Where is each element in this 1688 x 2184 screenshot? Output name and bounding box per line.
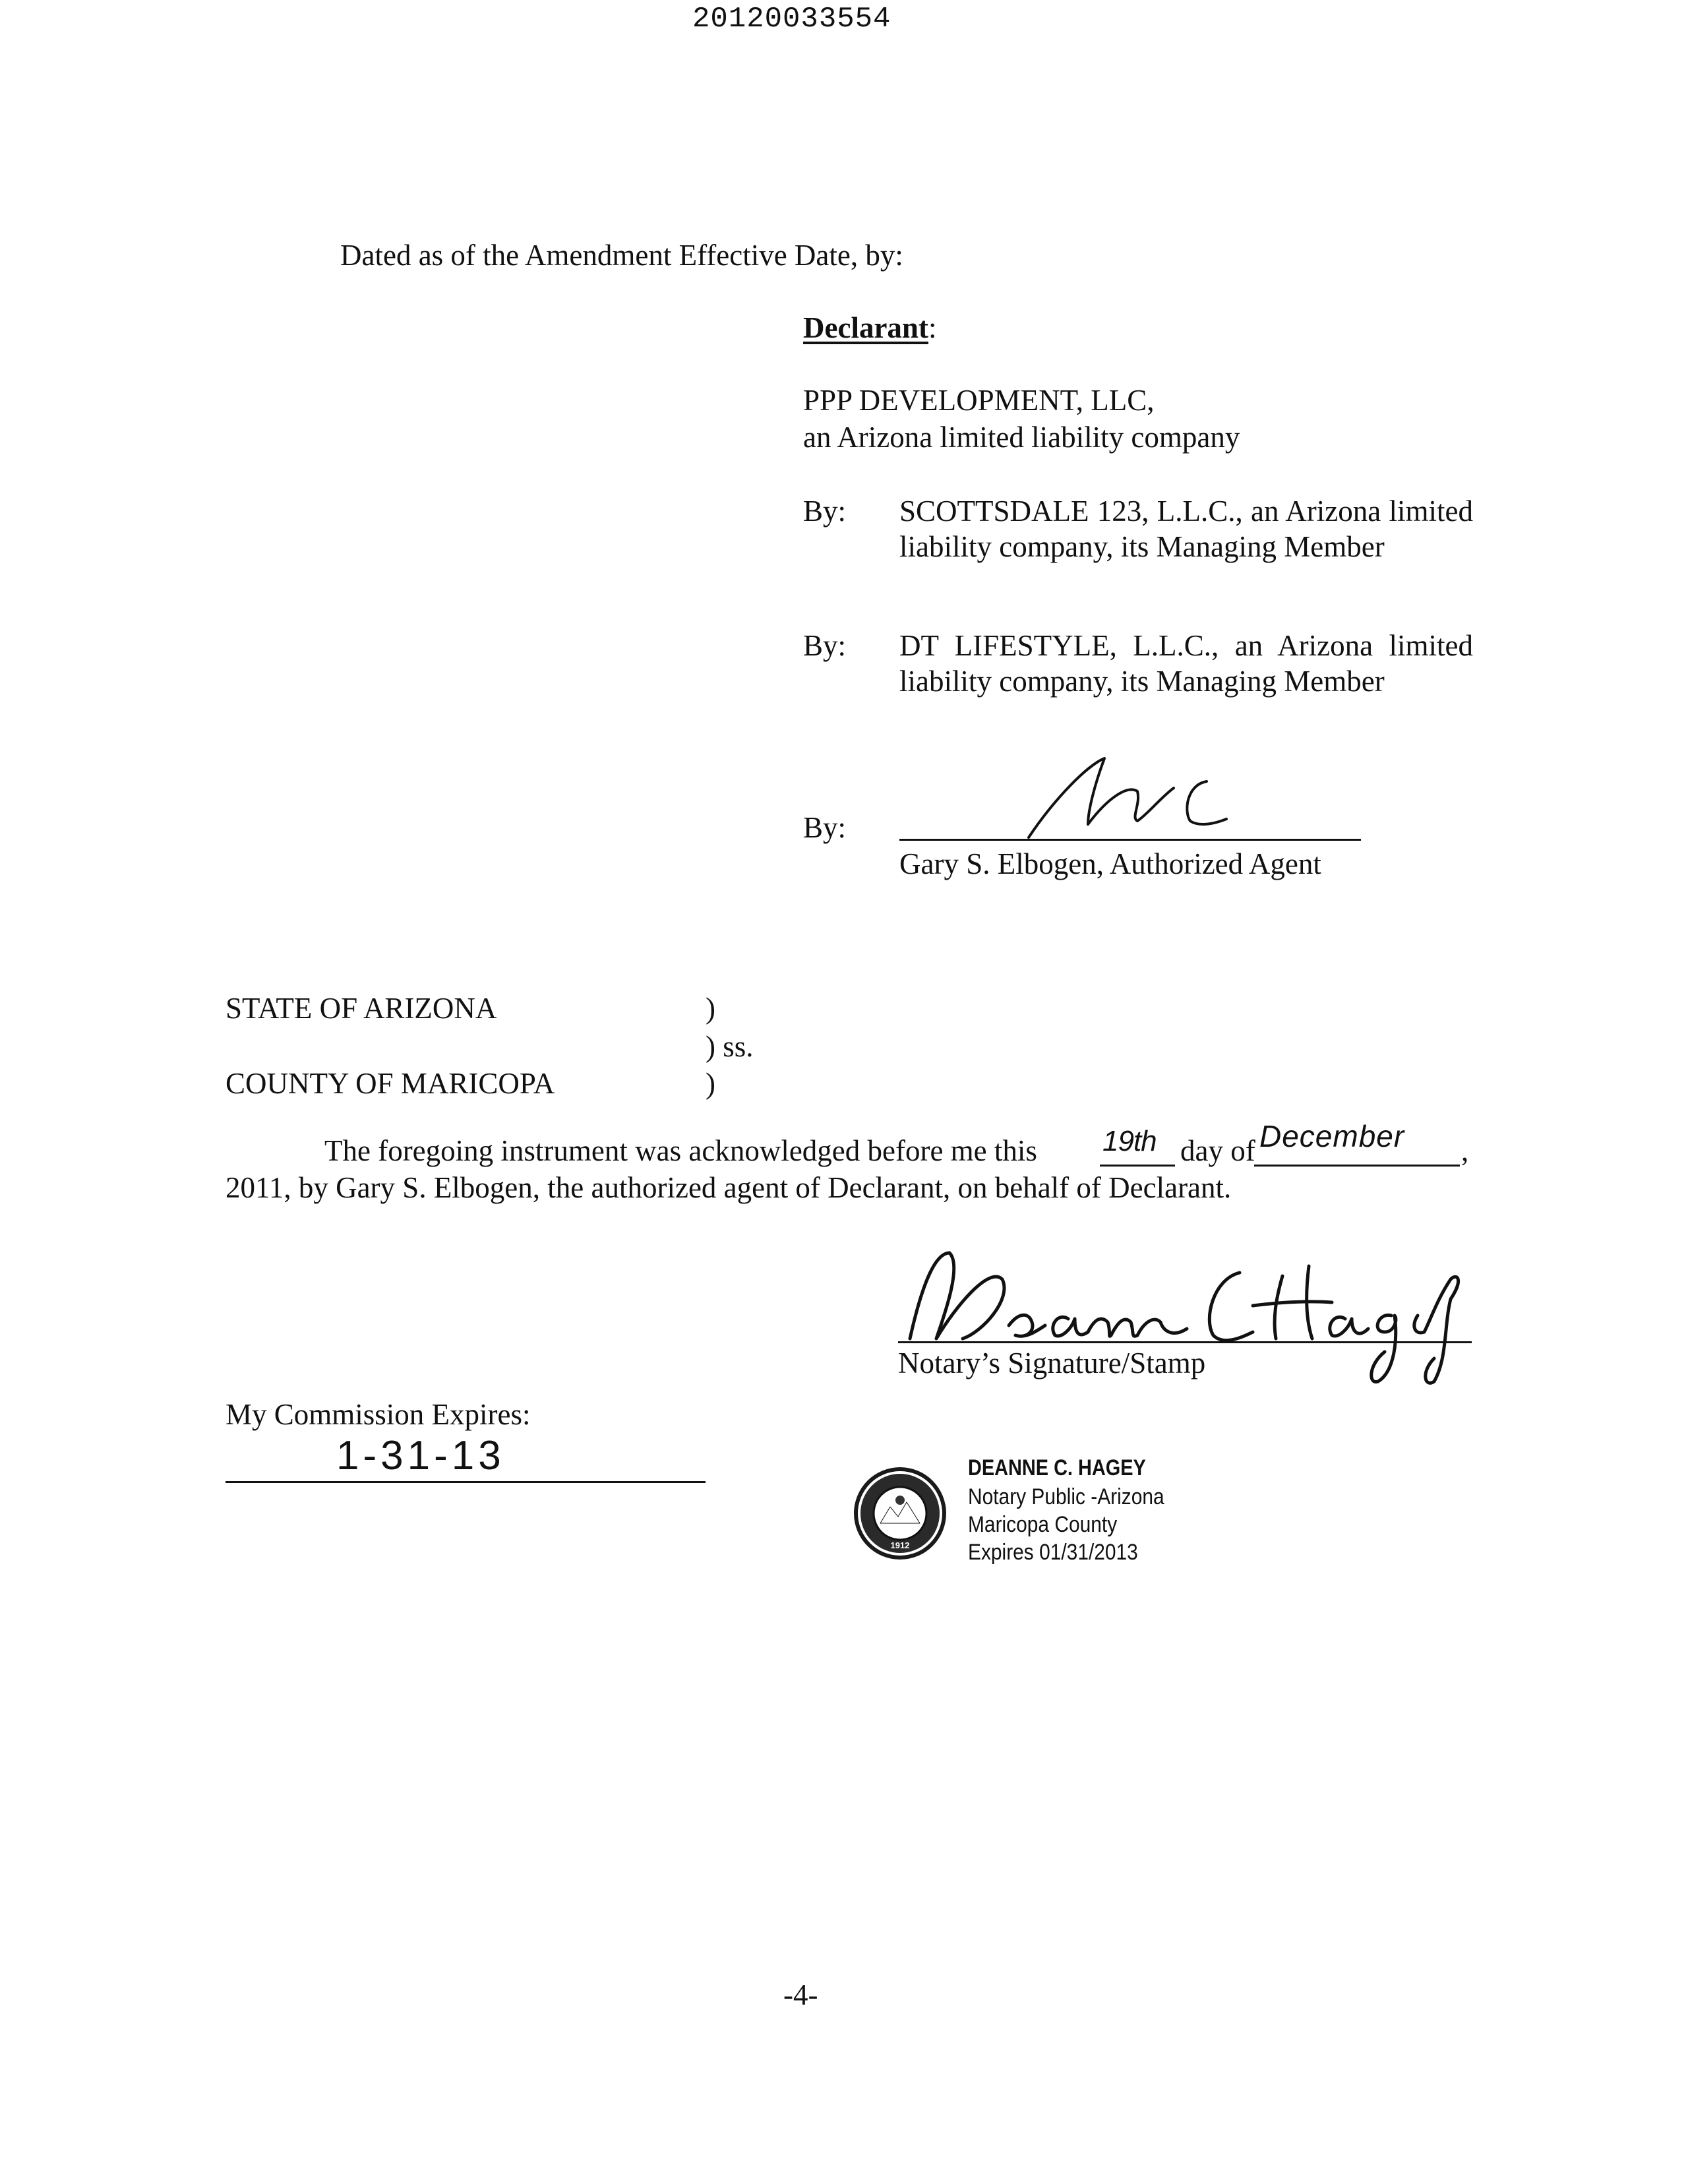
venue-paren-ss: ) ss. [706,1030,754,1063]
ack-text-line2: 2011, by Gary S. Elbogen, the authorized agent of Declarant, on behalf of Declarant. [226,1171,1232,1204]
company-description: an Arizona limited liability company [803,421,1240,454]
recording-number: 20120033554 [692,3,891,36]
ack-month-handwritten: December [1259,1119,1405,1153]
dated-line: Dated as of the Amendment Effective Date, by: [340,239,903,272]
declarant-heading-wrap [803,310,936,346]
by-label-2: By: [803,629,847,662]
ack-day-handwritten: 19th [1102,1125,1157,1157]
seal-notary-county: Maricopa County [968,1512,1118,1537]
ack-text-part2: day of [1180,1134,1255,1167]
venue-county: COUNTY OF MARICOPA [226,1067,555,1100]
seal-notary-expires: Expires 01/31/2013 [968,1540,1138,1565]
venue-paren-1: ) [706,992,715,1025]
signer-caption: Gary S. Elbogen, Authorized Agent [899,847,1321,880]
notary-signature-line [898,1341,1472,1343]
ack-comma: , [1461,1134,1469,1167]
venue-paren-3: ) [706,1067,715,1100]
commission-label: My Commission Expires: [226,1398,531,1431]
by-label-1: By: [803,495,847,528]
by-managing-member-2: DT LIFESTYLE, L.L.C., an Arizona limited liability company, its Managing Member [899,629,1473,698]
by-managing-member-1: SCOTTSDALE 123, L.L.C., an Arizona limited liability company, its Managing Member [899,495,1473,563]
arizona-seal-icon [851,1464,950,1563]
commission-date-line [226,1481,706,1483]
agent-signature-line [899,839,1361,841]
ack-text-part1: The foregoing instrument was acknowledged before me this [324,1134,1037,1167]
seal-year: 1912 [890,1540,910,1550]
agent-signature [989,745,1253,844]
declarant-heading: Declarant [803,311,928,344]
notary-caption: Notary’s Signature/Stamp [898,1347,1206,1380]
company-name: PPP DEVELOPMENT, LLC, [803,384,1155,417]
commission-date-handwritten: 1-31-13 [336,1433,505,1478]
declarant-colon: : [928,311,937,344]
seal-notary-name: DEANNE C. HAGEY [968,1455,1146,1480]
by-label-3: By: [803,811,847,844]
ack-month-line [1254,1165,1460,1167]
page-number: -4- [783,1978,818,2011]
seal-notary-title: Notary Public -Arizona [968,1484,1164,1509]
ack-day-line [1100,1165,1175,1167]
venue-state: STATE OF ARIZONA [226,992,497,1025]
